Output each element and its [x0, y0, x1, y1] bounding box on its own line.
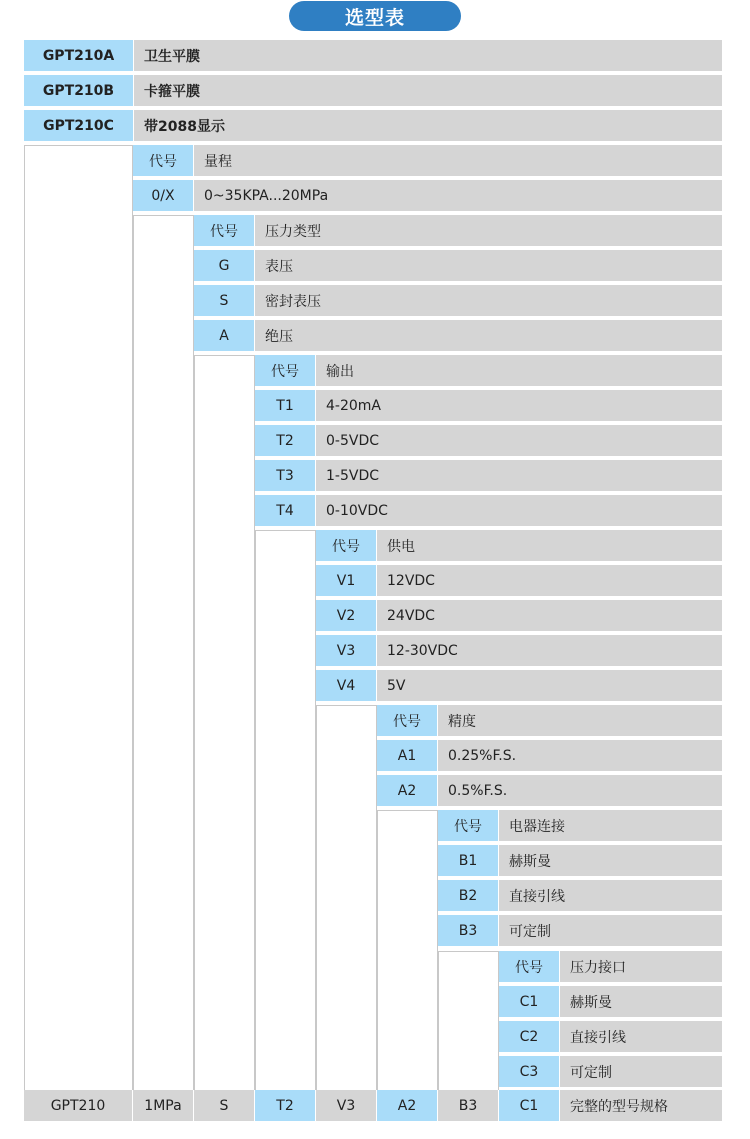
option-code: A: [194, 320, 254, 351]
option-code: T1: [255, 390, 315, 421]
example-cell: B3: [438, 1090, 498, 1121]
option-desc: 12VDC: [377, 565, 722, 596]
example-cell: 1MPa: [133, 1090, 193, 1121]
option-code: A1: [377, 740, 437, 771]
option-desc: 直接引线: [499, 880, 722, 911]
example-cell: S: [194, 1090, 254, 1121]
connector-box: [316, 705, 377, 1090]
option-code: G: [194, 250, 254, 281]
option-desc: 4-20mA: [316, 390, 722, 421]
group-header-desc: 精度: [438, 705, 722, 736]
option-code: A2: [377, 775, 437, 806]
option-code: B2: [438, 880, 498, 911]
example-cell: V3: [316, 1090, 376, 1121]
connector-box: [255, 530, 316, 1090]
option-desc: 0-10VDC: [316, 495, 722, 526]
option-code: T3: [255, 460, 315, 491]
option-desc: 密封表压: [255, 285, 722, 316]
option-code: C3: [499, 1056, 559, 1087]
group-header-desc: 输出: [316, 355, 722, 386]
option-desc: 0-5VDC: [316, 425, 722, 456]
option-code: S: [194, 285, 254, 316]
base-model-code: GPT210A: [24, 40, 133, 71]
option-desc: 表压: [255, 250, 722, 281]
option-code: V4: [316, 670, 376, 701]
option-code: T2: [255, 425, 315, 456]
group-header-code: 代号: [499, 951, 559, 982]
option-code: B1: [438, 845, 498, 876]
option-desc: 5V: [377, 670, 722, 701]
option-code: C2: [499, 1021, 559, 1052]
option-desc: 直接引线: [560, 1021, 722, 1052]
group-header-desc: 量程: [194, 145, 722, 176]
group-header-code: 代号: [316, 530, 376, 561]
option-desc: 0~35KPA...20MPa: [194, 180, 722, 211]
option-code: B3: [438, 915, 498, 946]
option-desc: 0.25%F.S.: [438, 740, 722, 771]
connector-box: [24, 145, 133, 1090]
connector-box: [377, 810, 438, 1090]
page-title: 选型表: [289, 1, 461, 31]
group-header-code: 代号: [133, 145, 193, 176]
option-desc: 绝压: [255, 320, 722, 351]
base-model-desc: 卫生平膜: [134, 40, 722, 71]
example-cell: GPT210: [24, 1090, 132, 1121]
option-code: 0/X: [133, 180, 193, 211]
option-code: V2: [316, 600, 376, 631]
connector-box: [194, 355, 255, 1090]
option-desc: 赫斯曼: [560, 986, 722, 1017]
connector-box: [133, 215, 194, 1090]
group-header-desc: 电器连接: [499, 810, 722, 841]
option-desc: 24VDC: [377, 600, 722, 631]
example-label: 完整的型号规格: [560, 1090, 722, 1121]
option-desc: 可定制: [499, 915, 722, 946]
option-desc: 1-5VDC: [316, 460, 722, 491]
group-header-code: 代号: [194, 215, 254, 246]
base-model-code: GPT210B: [24, 75, 133, 106]
option-desc: 可定制: [560, 1056, 722, 1087]
group-header-code: 代号: [255, 355, 315, 386]
option-code: C1: [499, 986, 559, 1017]
base-model-desc: 带2088显示: [134, 110, 722, 141]
option-desc: 赫斯曼: [499, 845, 722, 876]
group-header-desc: 供电: [377, 530, 722, 561]
option-code: V1: [316, 565, 376, 596]
example-cell: T2: [255, 1090, 315, 1121]
group-header-code: 代号: [438, 810, 498, 841]
group-header-code: 代号: [377, 705, 437, 736]
option-code: T4: [255, 495, 315, 526]
base-model-desc: 卡箍平膜: [134, 75, 722, 106]
example-cell: A2: [377, 1090, 437, 1121]
example-cell: C1: [499, 1090, 559, 1121]
option-desc: 0.5%F.S.: [438, 775, 722, 806]
group-header-desc: 压力类型: [255, 215, 722, 246]
option-code: V3: [316, 635, 376, 666]
option-desc: 12-30VDC: [377, 635, 722, 666]
base-model-code: GPT210C: [24, 110, 133, 141]
connector-box: [438, 951, 499, 1090]
group-header-desc: 压力接口: [560, 951, 722, 982]
